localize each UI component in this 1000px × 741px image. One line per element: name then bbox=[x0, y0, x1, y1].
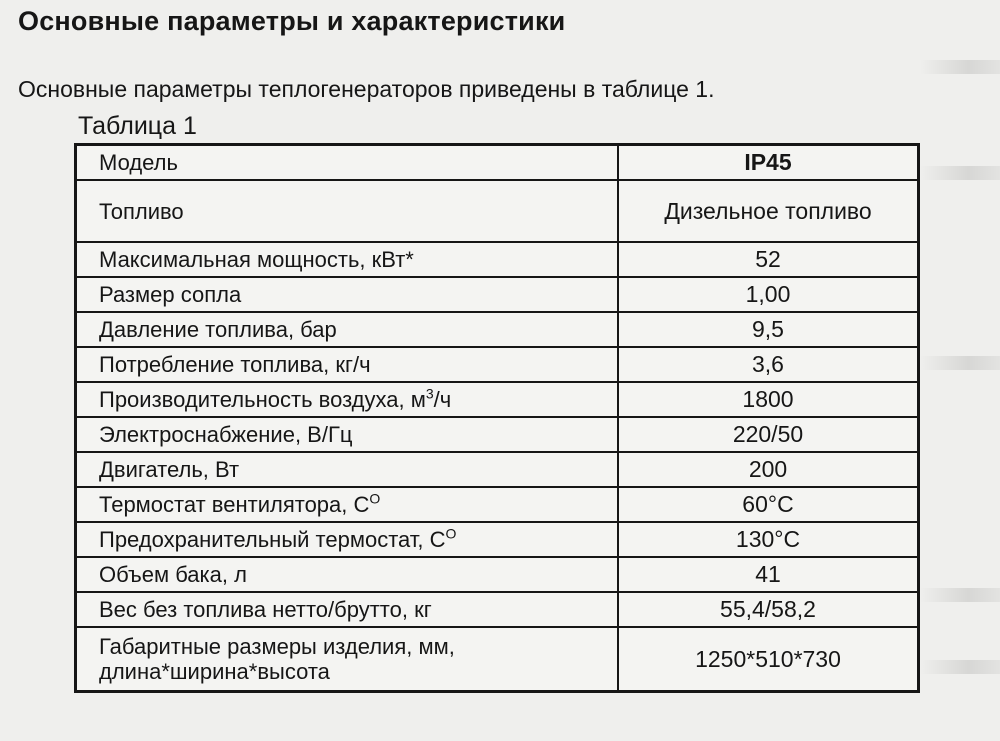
superscript: O bbox=[369, 490, 381, 507]
table-row bbox=[76, 312, 919, 347]
param-cell: Топливо bbox=[76, 180, 619, 242]
bleed-through-mark bbox=[920, 660, 1000, 674]
param-cell bbox=[76, 382, 619, 417]
param-text: Термостат вентилятора, С bbox=[99, 492, 370, 517]
param-text: Предохранительный термостат, С bbox=[99, 527, 446, 552]
value-cell: 1800 bbox=[618, 382, 919, 417]
model-label: Модель bbox=[76, 145, 619, 181]
table-row bbox=[76, 452, 919, 487]
param-cell: Электроснабжение, В/Гц bbox=[76, 417, 619, 452]
table-caption: Таблица 1 bbox=[78, 112, 197, 140]
superscript: O bbox=[445, 525, 457, 542]
param-cell bbox=[76, 487, 619, 522]
section-heading: Основные параметры и характеристики bbox=[18, 6, 566, 36]
param-cell bbox=[76, 522, 619, 557]
table-row bbox=[76, 487, 919, 522]
table-row bbox=[76, 522, 919, 557]
param-cell: Максимальная мощность, кВт* bbox=[76, 242, 619, 277]
bleed-through-mark bbox=[920, 166, 1000, 180]
value-cell: 220/50 bbox=[618, 417, 919, 452]
value-cell: 41 bbox=[618, 557, 919, 592]
value-cell: 200 bbox=[618, 452, 919, 487]
table-row bbox=[76, 417, 919, 452]
param-cell: Объем бака, л bbox=[76, 557, 619, 592]
value-cell: 52 bbox=[618, 242, 919, 277]
value-cell: 55,4/58,2 bbox=[618, 592, 919, 627]
value-cell: 1,00 bbox=[618, 277, 919, 312]
table-row bbox=[76, 382, 919, 417]
value-cell: Дизельное топливо bbox=[618, 180, 919, 242]
param-cell: Вес без топлива нетто/брутто, кг bbox=[76, 592, 619, 627]
param-cell: Размер сопла bbox=[76, 277, 619, 312]
bleed-through-mark bbox=[920, 588, 1000, 602]
bleed-through-mark bbox=[920, 356, 1000, 370]
param-suffix: /ч bbox=[433, 387, 452, 412]
value-cell: 9,5 bbox=[618, 312, 919, 347]
param-cell: Потребление топлива, кг/ч bbox=[76, 347, 619, 382]
table-row bbox=[76, 145, 919, 181]
model-value: IP45 bbox=[618, 145, 919, 181]
value-cell: 130°С bbox=[618, 522, 919, 557]
param-cell: Двигатель, Вт bbox=[76, 452, 619, 487]
table-row bbox=[76, 277, 919, 312]
table-row bbox=[76, 557, 919, 592]
table-row bbox=[76, 592, 919, 627]
param-text: Производительность воздуха, м bbox=[99, 387, 426, 412]
value-cell: 1250*510*730 bbox=[618, 627, 919, 692]
bleed-through-mark bbox=[920, 60, 1000, 74]
superscript: 3 bbox=[425, 385, 434, 402]
table-row bbox=[76, 347, 919, 382]
table-row bbox=[76, 242, 919, 277]
table-row bbox=[76, 180, 919, 242]
value-cell: 60°С bbox=[618, 487, 919, 522]
param-cell: Габаритные размеры изделия, мм, длина*ширина*высота bbox=[76, 627, 619, 692]
param-cell: Давление топлива, бар bbox=[76, 312, 619, 347]
value-cell: 3,6 bbox=[618, 347, 919, 382]
table-row bbox=[76, 627, 919, 692]
spec-table bbox=[74, 143, 920, 693]
intro-paragraph: Основные параметры теплогенераторов приведены в таблице 1. bbox=[18, 76, 715, 102]
